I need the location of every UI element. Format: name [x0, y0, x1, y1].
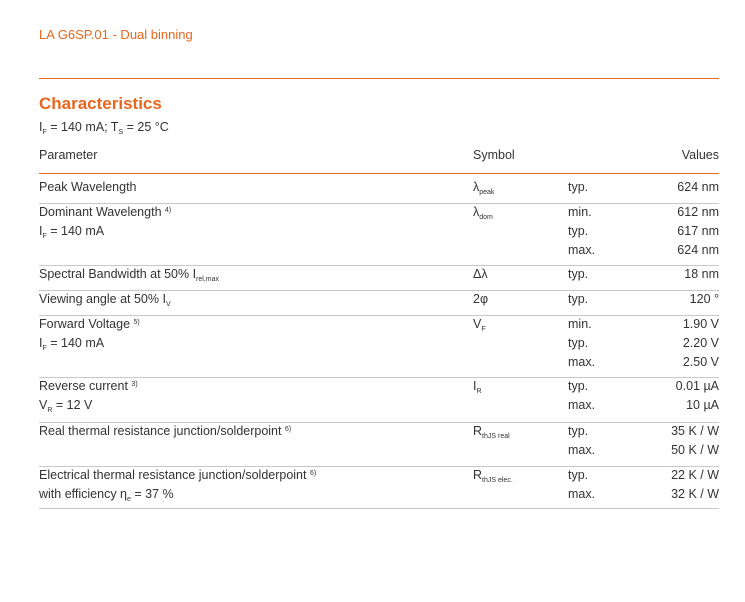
footnote-ref: 3)	[131, 381, 138, 388]
value: 0.01 µA	[675, 379, 719, 393]
symbol: λ	[473, 180, 480, 194]
symbol-cell	[473, 315, 486, 334]
value: 2.50 V	[682, 355, 719, 369]
parameter-cell	[39, 315, 140, 353]
value: 612 nm	[677, 205, 719, 219]
value-cell	[671, 422, 719, 460]
parameter-cell	[39, 178, 137, 197]
value: 35 K / W	[671, 424, 719, 438]
symbol: λ	[473, 205, 480, 219]
parameter-cell	[39, 377, 138, 415]
value-cell	[677, 178, 719, 197]
parameter-name: Spectral Bandwidth at 50% I	[39, 267, 197, 281]
parameter-cell	[39, 422, 291, 441]
symbol-subscript: F	[481, 326, 486, 333]
parameter-name: Reverse current	[39, 379, 128, 393]
value-cell	[683, 315, 719, 372]
value: 624 nm	[677, 180, 719, 194]
parameter-cell	[39, 290, 171, 309]
qualifier: min.	[568, 205, 592, 219]
qualifier: typ.	[568, 267, 589, 281]
symbol: I	[473, 379, 477, 393]
parameter-name: Peak Wavelength	[39, 180, 137, 194]
parameter-cell	[39, 265, 219, 284]
qualifier: max.	[568, 243, 596, 257]
parameter-cell	[39, 203, 171, 241]
value: 50 K / W	[671, 443, 719, 457]
value: 22 K / W	[671, 468, 719, 482]
qualifier-cell	[568, 178, 588, 197]
qualifier: max.	[568, 443, 596, 457]
table-row	[39, 203, 719, 266]
qualifier-cell	[568, 290, 588, 309]
qualifier: typ.	[568, 336, 589, 350]
footnote-ref: 6)	[284, 426, 292, 433]
symbol: V	[473, 317, 482, 331]
qualifier-cell	[568, 315, 595, 372]
qualifier: typ.	[568, 292, 589, 306]
parameter-condition: with efficiency $\eta_e = 37$ %	[39, 487, 174, 503]
footnote-ref: 4)	[165, 207, 172, 214]
symbol: R	[473, 424, 483, 438]
header-divider	[39, 78, 719, 79]
document-header: LA G6SP.01 - Dual binning	[39, 27, 193, 42]
symbol: 2φ	[473, 292, 489, 306]
symbol-cell	[473, 265, 488, 284]
symbol-cell	[473, 290, 488, 309]
qualifier: typ.	[568, 468, 589, 482]
table-row	[39, 377, 719, 423]
symbol-cell	[473, 377, 482, 396]
condition-temp-subscript: S	[118, 129, 124, 136]
value: 32 K / W	[671, 487, 719, 501]
qualifier: min.	[568, 317, 592, 331]
parameter-subscript: rel,max	[196, 276, 219, 283]
qualifier: max.	[568, 398, 596, 412]
value: 624 nm	[677, 243, 719, 257]
parameter-name: Forward Voltage	[39, 317, 131, 331]
value: 1.90 V	[682, 317, 719, 331]
table-row	[39, 422, 719, 467]
symbol-subscript: dom	[479, 214, 493, 221]
value-cell	[677, 203, 719, 260]
symbol-cell	[473, 203, 493, 222]
condition-current-symbol: I	[39, 120, 43, 134]
table-row	[39, 178, 719, 204]
qualifier: typ.	[568, 379, 589, 393]
footnote-ref: 6)	[309, 470, 317, 477]
value: 18 nm	[684, 267, 719, 281]
symbol-cell	[473, 178, 494, 197]
qualifier: typ.	[568, 224, 589, 238]
symbol-subscript: thJS elec.	[482, 477, 513, 484]
value: 120 °	[689, 292, 719, 306]
test-conditions	[39, 120, 169, 134]
symbol-subscript: peak	[479, 189, 495, 196]
section-title: Characteristics	[39, 94, 162, 113]
qualifier-cell	[568, 422, 595, 460]
parameter-condition: $I_F = 140$ mA	[39, 336, 105, 352]
value: 2.20 V	[682, 336, 719, 350]
table-row	[39, 466, 719, 509]
symbol-cell	[473, 466, 513, 485]
qualifier-cell	[568, 466, 595, 504]
qualifier: typ.	[568, 180, 589, 194]
column-header-parameter: Parameter	[39, 148, 98, 162]
parameter-name: Viewing angle at 50% I	[39, 292, 166, 306]
table-row	[39, 290, 719, 316]
parameter-condition: $V_R = 12$ V	[39, 398, 93, 414]
qualifier: typ.	[568, 424, 589, 438]
parameter-subscript: V	[165, 301, 171, 308]
qualifier: max.	[568, 487, 596, 501]
symbol: R	[473, 468, 483, 482]
parameter-condition: $I_F = 140$ mA	[39, 224, 105, 240]
symbol-subscript: thJS real	[482, 433, 510, 440]
symbol-subscript: R	[476, 388, 482, 395]
condition-current-value: = 140 mA; T	[46, 120, 119, 134]
parameter-name: Dominant Wavelength	[39, 205, 162, 219]
symbol: Δλ	[473, 267, 488, 281]
symbol-cell	[473, 422, 510, 441]
value-cell	[676, 377, 719, 415]
table-row	[39, 265, 719, 291]
qualifier: max.	[568, 355, 596, 369]
condition-current-subscript: F	[42, 129, 47, 136]
value: 10 µA	[686, 398, 719, 412]
table-row	[39, 315, 719, 378]
footnote-ref: 5)	[133, 319, 140, 326]
value-cell	[671, 466, 719, 504]
parameter-name: Electrical thermal resistance junction/solderpoint	[39, 468, 307, 482]
condition-temp-value: = 25 °C	[123, 120, 169, 134]
parameter-name: Real thermal resistance junction/solderpoint	[39, 424, 282, 438]
value-cell	[684, 265, 719, 284]
table-header-divider	[39, 173, 719, 174]
column-header-values: Values	[681, 148, 719, 162]
qualifier-cell	[568, 265, 588, 284]
parameter-cell	[39, 466, 316, 504]
column-header-symbol: Symbol	[473, 148, 515, 162]
qualifier-cell	[568, 203, 595, 260]
value-cell	[690, 290, 719, 309]
value: 617 nm	[677, 224, 719, 238]
qualifier-cell	[568, 377, 595, 415]
